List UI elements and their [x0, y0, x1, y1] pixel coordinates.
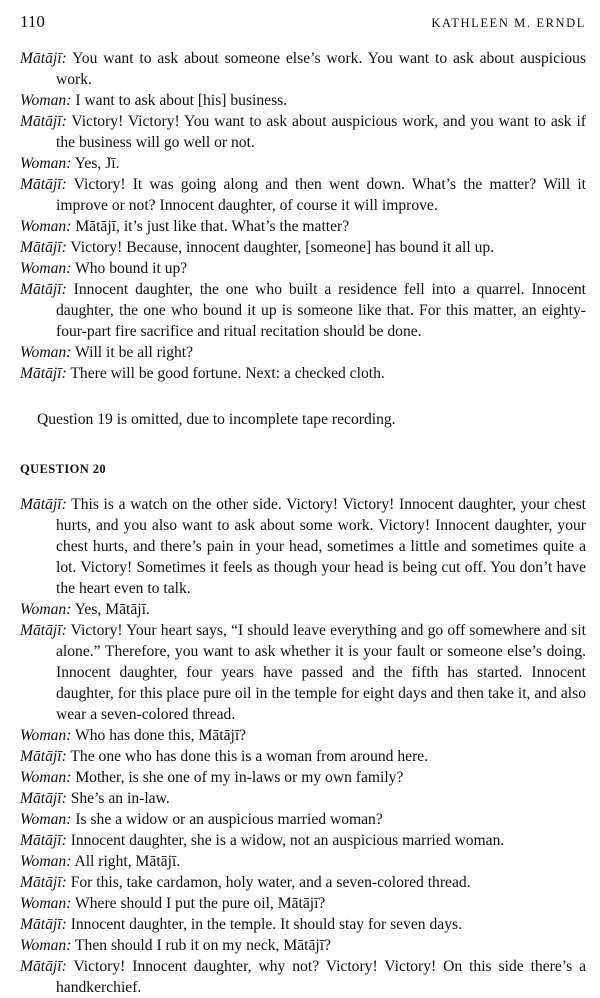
utterance-text: Innocent daughter, the one who built a residence fell into a quarrel. Innocent daughter, the one who bound it up is someone like that. For this matter, an eighty-four-part fire sacrifice and ritual recitation should be done. [56, 281, 586, 340]
dialogue-turn [20, 494, 586, 599]
dialogue-turn [20, 830, 586, 851]
dialogue-turn [20, 851, 586, 872]
dialogue-turn [20, 153, 586, 174]
speaker-label: Woman: [20, 895, 72, 912]
utterance-text: I want to ask about [his] business. [75, 92, 288, 109]
section-heading-question-20: QUESTION 20 [20, 462, 107, 476]
speaker-label: Woman: [20, 769, 72, 786]
dialogue-turn [20, 872, 586, 893]
dialogue-turn [20, 279, 586, 342]
speaker-label: Woman: [20, 853, 72, 870]
utterance-text: The one who has done this is a woman from around here. [70, 748, 429, 765]
dialogue-turn [20, 914, 586, 935]
page-header [20, 12, 586, 36]
running-head: KATHLEEN M. ERNDL [431, 16, 586, 30]
utterance-text: Mother, is she one of my in-laws or my own family? [75, 769, 404, 786]
dialogue-turn [20, 767, 586, 788]
speaker-label: Woman: [20, 344, 72, 361]
utterance-text: Is she a widow or an auspicious married woman? [75, 811, 383, 828]
speaker-label: Mātājī: [20, 622, 67, 639]
speaker-label: Mātājī: [20, 496, 67, 513]
dialogue-turn [20, 935, 586, 956]
dialogue-turn [20, 956, 586, 998]
utterance-text: Mātājī, it’s just like that. What’s the matter? [75, 218, 350, 235]
utterance-text: Victory! Victory! You want to ask about auspicious work, and you want to ask if the business will go well or not. [56, 113, 586, 151]
speaker-label: Mātājī: [20, 365, 67, 382]
dialogue-turn [20, 111, 586, 153]
utterance-text: This is a watch on the other side. Victory! Victory! Innocent daughter, your chest hurts, and you also want to ask about some work. Victory! Innocent daughter, your chest hurts, and there’s pain in your head, sometimes a little and sometimes quite a lot. Victory! Sometimes it feels as though your head is being cut off. You don’t have the heart even to talk. [56, 496, 586, 597]
utterance-text: Victory! It was going along and then went down. What’s the matter? Will it improve or not? Innocent daughter, of course it will improve. [56, 176, 586, 214]
dialogue-turn [20, 893, 586, 914]
dialogue-block-question-20 [20, 494, 586, 998]
utterance-text: All right, Mātājī. [74, 853, 181, 870]
speaker-label: Mātājī: [20, 874, 67, 891]
utterance-text: Victory! Because, innocent daughter, [someone] has bound it all up. [70, 239, 495, 256]
dialogue-turn [20, 342, 586, 363]
dialogue-turn [20, 809, 586, 830]
dialogue-turn [20, 174, 586, 216]
dialogue-turn [20, 216, 586, 237]
speaker-label: Woman: [20, 260, 72, 277]
dialogue-turn [20, 363, 586, 384]
utterance-text: Where should I put the pure oil, Mātājī? [75, 895, 326, 912]
utterance-text: Yes, Mātājī. [74, 601, 150, 618]
speaker-label: Woman: [20, 727, 72, 744]
utterance-text: Who has done this, Mātājī? [75, 727, 247, 744]
speaker-label: Mātājī: [20, 239, 67, 256]
omission-note: Question 19 is omitted, due to incomplete tape recording. [37, 411, 396, 428]
speaker-label: Mātājī: [20, 916, 67, 933]
dialogue-turn [20, 620, 586, 725]
speaker-label: Woman: [20, 811, 72, 828]
dialogue-turn [20, 90, 586, 111]
speaker-label: Mātājī: [20, 832, 67, 849]
speaker-label: Woman: [20, 218, 72, 235]
utterance-text: She’s an in-law. [70, 790, 170, 807]
utterance-text: Victory! Innocent daughter, why not? Victory! Victory! On this side there’s a handkerchief. [56, 958, 586, 996]
speaker-label: Mātājī: [20, 50, 67, 67]
dialogue-turn [20, 746, 586, 767]
dialogue-turn [20, 725, 586, 746]
utterance-text: You want to ask about someone else’s work. You want to ask about auspicious work. [56, 50, 586, 88]
dialogue-turn [20, 48, 586, 90]
utterance-text: Yes, Jī. [74, 155, 120, 172]
speaker-label: Woman: [20, 937, 72, 954]
utterance-text: Will it be all right? [75, 344, 194, 361]
speaker-label: Mātājī: [20, 790, 67, 807]
dialogue-turn [20, 258, 586, 279]
speaker-label: Mātājī: [20, 113, 67, 130]
utterance-text: Innocent daughter, in the temple. It should stay for seven days. [70, 916, 462, 933]
speaker-label: Mātājī: [20, 748, 67, 765]
speaker-label: Woman: [20, 601, 72, 618]
utterance-text: Who bound it up? [75, 260, 188, 277]
utterance-text: Victory! Your heart says, “I should leave everything and go off somewhere and sit alone.” Therefore, you want to ask whether it is your fault or someone else’s doing. Innocent daughter, four years have passed and the fifth has started. Innocent daughter, for this place pure oil in the temple for eight days and then take it, and also wear a seven-colored thread. [56, 622, 586, 723]
speaker-label: Woman: [20, 92, 72, 109]
dialogue-block-question-18 [20, 48, 586, 384]
utterance-text: Innocent daughter, she is a widow, not an auspicious married woman. [70, 832, 505, 849]
speaker-label: Mātājī: [20, 958, 67, 975]
page-number: 110 [20, 12, 45, 31]
utterance-text: For this, take cardamon, holy water, and a seven-colored thread. [70, 874, 471, 891]
dialogue-turn [20, 237, 586, 258]
speaker-label: Woman: [20, 155, 72, 172]
dialogue-turn [20, 788, 586, 809]
utterance-text: There will be good fortune. Next: a checked cloth. [70, 365, 385, 382]
dialogue-turn [20, 599, 586, 620]
utterance-text: Then should I rub it on my neck, Mātājī? [75, 937, 331, 954]
speaker-label: Mātājī: [20, 281, 67, 298]
speaker-label: Mātājī: [20, 176, 67, 193]
